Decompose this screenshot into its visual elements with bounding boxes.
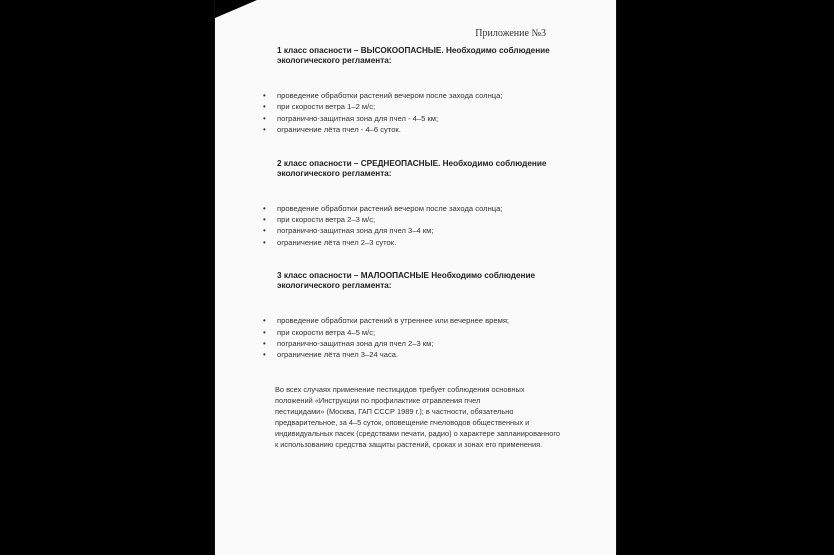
requirements-list [263, 315, 593, 361]
list-item: • ограничение лёта пчел - 4–6 суток. [263, 124, 593, 135]
appendix-label: Приложение №3 [475, 28, 546, 39]
instruction-paragraph: Во всех случаях применение пестицидов требует соблюдения основных положений «Инструкции по профилактике отравления пчел пестицидами» (Москва, ГАП СССР 1989 г.); в частности, обязательно предварительное, за 4–5 суток, оповещение пчеловодов общественных и индивидуальных пасек (средствами печати, радио) о характере запланированного к использованию средства защиты растений, сроках и зонах его применения. [275, 384, 560, 450]
list-item: • проведение обработки растений вечером после захода солнца; [263, 90, 593, 101]
list-item: • погранично-защитная зона для пчел 2–3 км; [263, 338, 593, 349]
list-item: • ограничение лёта пчел 2–3 суток. [263, 237, 593, 248]
hazard-class-3-section [263, 271, 593, 361]
scanned-page [215, 0, 616, 555]
list-item: • при скорости ветра 2–3 м/с; [263, 214, 593, 225]
list-item: • проведение обработки растений в утреннее или вечернее время; [263, 315, 593, 326]
list-item: • погранично-защитная зона для пчел 3–4 км; [263, 225, 593, 236]
page-content [263, 46, 593, 450]
page-corner-fold [215, 0, 257, 18]
hazard-class-2-section [263, 159, 593, 249]
section-heading: 1 класс опасности – ВЫСОКООПАСНЫЕ. Необходимо соблюдение экологического регламента: [277, 46, 550, 65]
hazard-class-1-section [263, 46, 593, 136]
list-item: • проведение обработки растений вечером после захода солнца; [263, 203, 593, 214]
section-heading: 3 класс опасности – МАЛООПАСНЫЕ Необходимо соблюдение экологического регламента: [277, 271, 536, 291]
list-item: • погранично-защитная зона для пчел - 4–5 км; [263, 113, 593, 124]
requirements-list [263, 203, 593, 249]
list-item: • ограничение лёта пчел 3–24 часа. [263, 349, 593, 360]
list-item: • при скорости ветра 1–2 м/с; [263, 101, 593, 112]
section-heading: 2 класс опасности – СРЕДНЕОПАСНЫЕ. Необходимо соблюдение экологического регламента: [277, 158, 547, 178]
list-item: • при скорости ветра 4–5 м/с; [263, 327, 593, 338]
requirements-list [263, 90, 593, 136]
